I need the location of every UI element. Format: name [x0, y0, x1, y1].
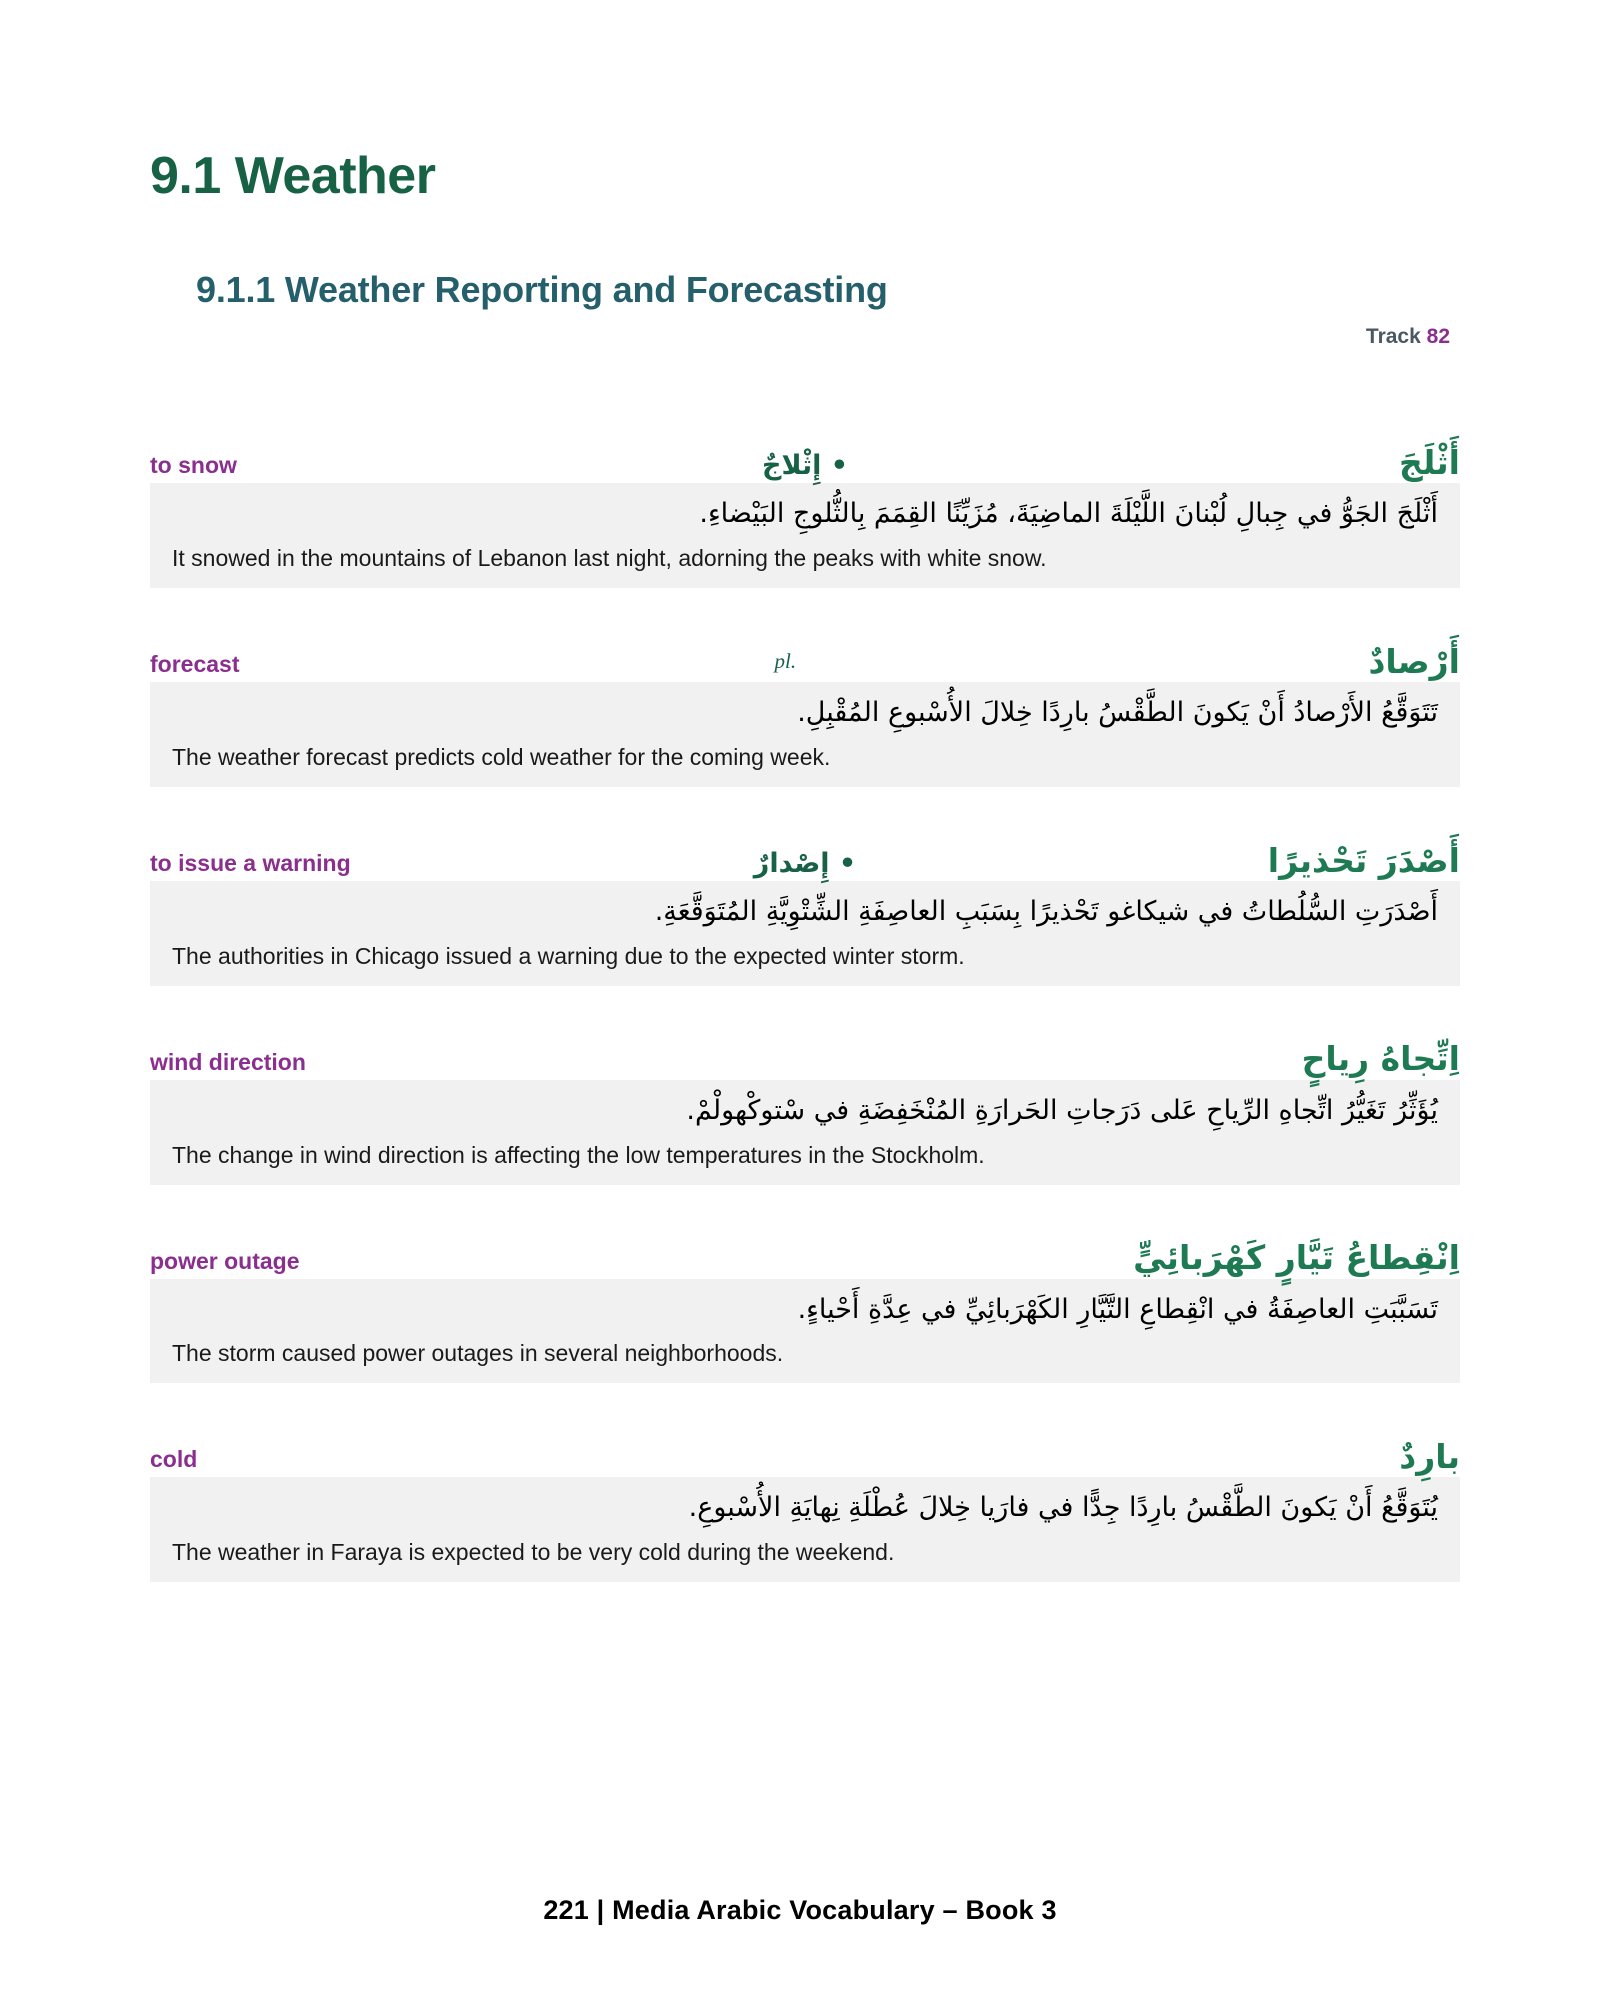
entry-header	[150, 1022, 1460, 1080]
entry-header	[150, 823, 1460, 881]
track-word: Track	[1365, 325, 1421, 348]
entry-masdar-form: • إِثْلاجٌ	[761, 450, 849, 481]
entry-english-gloss: forecast	[150, 650, 240, 677]
vocabulary-entry-list	[150, 425, 1460, 1618]
vocabulary-entry	[150, 1221, 1460, 1384]
entry-english-gloss: wind direction	[150, 1048, 306, 1075]
example-arabic-sentence: يُتَوَقَّعُ أَنْ يَكونَ الطَّقْسُ بارِدًا جِدًّا في فارَيا خِلالَ عُطْلَةِ نِهايَةِ الأُسْبوعِ.	[688, 1492, 1438, 1524]
entry-example-block	[150, 1080, 1460, 1185]
entry-english-gloss: to issue a warning	[150, 849, 351, 876]
entry-header	[150, 1221, 1460, 1279]
entry-arabic-headword: بارِدٌ	[1399, 1437, 1460, 1477]
section-heading: 9.1 Weather	[150, 147, 436, 205]
entry-english-gloss: cold	[150, 1446, 198, 1473]
example-english-translation: The authorities in Chicago issued a warning due to the expected winter storm.	[172, 942, 965, 969]
track-label	[1366, 326, 1450, 347]
vocabulary-entry	[150, 1419, 1460, 1582]
entry-masdar-form: • إِصْدارٌ	[753, 847, 857, 879]
entry-english-gloss: to snow	[150, 452, 237, 478]
example-english-translation: The change in wind direction is affecting the low temperatures in the Stockholm.	[172, 1141, 985, 1168]
example-english-translation: The weather forecast predicts cold weather for the coming week.	[172, 743, 831, 770]
entry-header	[150, 624, 1460, 682]
example-arabic-sentence: أَثْلَجَ الجَوُّ في جِبالِ لُبْنانَ اللَّيْلَةَ الماضِيَةَ، مُزَيِّنًا القِمَمَ بِالثُّلوجِ البَيْضاءِ.	[699, 498, 1438, 529]
entry-example-block	[150, 881, 1460, 986]
example-arabic-sentence: أَصْدَرَتِ السُّلُطاتُ في شيكاغو تَحْذيرًا بِسَبَبِ العاصِفَةِ الشِّتْوِيَّةِ المُتَوَقَّعَةِ.	[654, 895, 1438, 927]
vocabulary-entry	[150, 1022, 1460, 1185]
vocabulary-entry	[150, 425, 1460, 588]
entry-example-block	[150, 483, 1460, 588]
entry-header	[150, 1419, 1460, 1477]
entry-plural-marker: pl.	[774, 648, 797, 673]
entry-arabic-headword: اِنْقِطاعُ تَيَّارٍ كَهْرَبائِيٍّ	[1133, 1238, 1460, 1278]
entry-arabic-headword: أَثْلَجَ	[1399, 442, 1460, 482]
page-footer: 221 | Media Arabic Vocabulary – Book 3	[543, 1895, 1057, 1925]
example-arabic-sentence: تَسَبَّبَتِ العاصِفَةُ في انْقِطاعِ التَّيَّارِ الكَهْرَبائِيِّ في عِدَّةِ أَحْياءٍ.	[797, 1293, 1438, 1325]
entry-arabic-headword: أَصْدَرَ تَحْذيرًا	[1267, 840, 1460, 880]
entry-example-block	[150, 682, 1460, 787]
example-arabic-sentence: يُؤَثِّرُ تَغَيُّرُ اتِّجاهِ الرِّياحِ عَلى دَرَجاتِ الحَرارَةِ المُنْخَفِضَةِ في سْتوكْهولْمْ.	[686, 1094, 1438, 1126]
example-english-translation: The storm caused power outages in several neighborhoods.	[172, 1340, 784, 1367]
example-english-translation: It snowed in the mountains of Lebanon last night, adorning the peaks with white snow.	[172, 544, 1047, 571]
entry-example-block	[150, 1279, 1460, 1384]
vocabulary-entry	[150, 624, 1460, 787]
track-number: 82	[1426, 325, 1450, 348]
entry-example-block	[150, 1477, 1460, 1582]
vocabulary-entry	[150, 823, 1460, 986]
entry-english-gloss: power outage	[150, 1247, 300, 1274]
entry-header	[150, 425, 1460, 483]
subsection-heading: 9.1.1 Weather Reporting and Forecasting	[196, 269, 888, 310]
example-english-translation: The weather in Faraya is expected to be very cold during the weekend.	[172, 1539, 895, 1566]
example-arabic-sentence: تَتَوَقَّعُ الأَرْصادُ أَنْ يَكونَ الطَّقْسُ بارِدًا خِلالَ الأُسْبوعِ المُقْبِلِ.	[797, 696, 1438, 728]
entry-arabic-headword: اِتِّجاهُ رِياحٍ	[1301, 1039, 1460, 1079]
entry-arabic-headword: أَرْصادٌ	[1368, 641, 1460, 681]
